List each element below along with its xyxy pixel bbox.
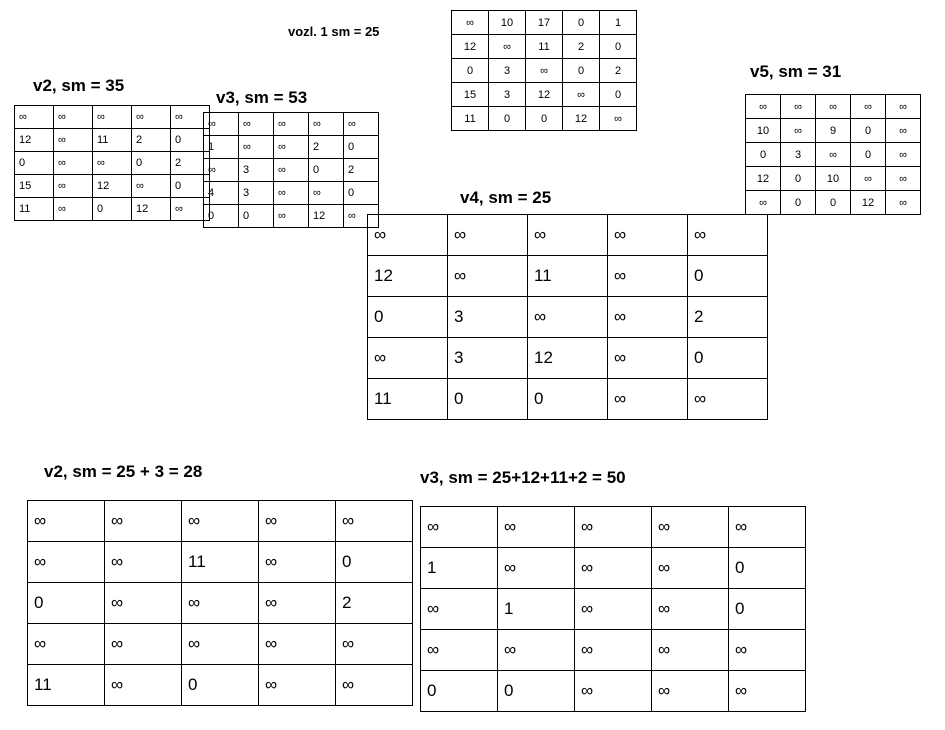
cell: 3 [781, 143, 816, 167]
cell: 12 [746, 167, 781, 191]
cell: 11 [182, 542, 259, 583]
cell: 0 [452, 59, 489, 83]
table-row [15, 152, 210, 175]
caption-v2-35: v2, sm = 35 [33, 76, 125, 95]
cell: ∞ [421, 507, 498, 548]
matrix-v2-28 [27, 500, 413, 706]
table-row [746, 95, 921, 119]
cell: ∞ [489, 35, 526, 59]
table-row [452, 35, 637, 59]
cell: ∞ [608, 379, 688, 420]
cell: ∞ [28, 542, 105, 583]
cell: 0 [309, 159, 344, 182]
cell: ∞ [688, 215, 768, 256]
table-row [368, 379, 768, 420]
table-row [204, 182, 379, 205]
cell: 12 [93, 175, 132, 198]
table-row [204, 113, 379, 136]
cell: 3 [489, 83, 526, 107]
cell: ∞ [15, 106, 54, 129]
cell: 0 [336, 542, 413, 583]
table-row [746, 167, 921, 191]
cell: 2 [563, 35, 600, 59]
cell: 0 [171, 175, 210, 198]
cell: ∞ [886, 119, 921, 143]
matrix-v3-53 [203, 112, 379, 228]
cell: ∞ [575, 630, 652, 671]
cell: ∞ [274, 205, 309, 228]
cell: 0 [851, 143, 886, 167]
cell: 11 [15, 198, 54, 221]
cell: 3 [239, 182, 274, 205]
cell: 12 [563, 107, 600, 131]
cell: ∞ [204, 113, 239, 136]
cell: 12 [15, 129, 54, 152]
cell: 4 [204, 182, 239, 205]
cell: 0 [344, 182, 379, 205]
cell: ∞ [851, 167, 886, 191]
cell: ∞ [132, 106, 171, 129]
cell: ∞ [498, 630, 575, 671]
matrix-vozl1 [451, 10, 637, 131]
cell: ∞ [28, 501, 105, 542]
cell: 9 [816, 119, 851, 143]
cell: 3 [239, 159, 274, 182]
table-row [204, 136, 379, 159]
cell: ∞ [368, 215, 448, 256]
cell: ∞ [274, 136, 309, 159]
table-row [204, 159, 379, 182]
cell: 11 [368, 379, 448, 420]
cell: 0 [344, 136, 379, 159]
table-row [368, 297, 768, 338]
cell: 0 [489, 107, 526, 131]
cell: ∞ [336, 665, 413, 706]
cell: ∞ [851, 95, 886, 119]
cell: 2 [171, 152, 210, 175]
cell: 12 [368, 256, 448, 297]
table-row [28, 665, 413, 706]
cell: 0 [239, 205, 274, 228]
cell: ∞ [368, 338, 448, 379]
cell: 2 [309, 136, 344, 159]
cell: ∞ [652, 548, 729, 589]
cell: ∞ [54, 129, 93, 152]
table-row [28, 583, 413, 624]
cell: ∞ [608, 215, 688, 256]
cell: ∞ [498, 548, 575, 589]
cell: 12 [309, 205, 344, 228]
cell: 0 [729, 589, 806, 630]
cell: 0 [421, 671, 498, 712]
cell: 10 [489, 11, 526, 35]
table-row [15, 198, 210, 221]
table-row [452, 59, 637, 83]
caption-v4-25: v4, sm = 25 [460, 188, 552, 207]
cell: ∞ [729, 671, 806, 712]
cell: ∞ [448, 215, 528, 256]
cell: ∞ [204, 159, 239, 182]
cell: ∞ [336, 501, 413, 542]
cell: 0 [781, 167, 816, 191]
cell: ∞ [336, 624, 413, 665]
cell: 10 [746, 119, 781, 143]
cell: ∞ [746, 95, 781, 119]
cell: 2 [688, 297, 768, 338]
cell: ∞ [652, 671, 729, 712]
cell: 11 [452, 107, 489, 131]
cell: ∞ [575, 548, 652, 589]
caption-vozl1: vozl. 1 sm = 25 [288, 24, 380, 39]
cell: ∞ [886, 95, 921, 119]
cell: ∞ [528, 297, 608, 338]
table-row [15, 106, 210, 129]
cell: ∞ [93, 152, 132, 175]
cell: ∞ [652, 630, 729, 671]
table-row [421, 548, 806, 589]
cell: 2 [600, 59, 637, 83]
cell: 0 [132, 152, 171, 175]
cell: 0 [171, 129, 210, 152]
cell: ∞ [886, 191, 921, 215]
cell: 3 [448, 338, 528, 379]
cell: 0 [368, 297, 448, 338]
table-row [368, 215, 768, 256]
table-row [15, 129, 210, 152]
cell: 0 [851, 119, 886, 143]
cell: ∞ [93, 106, 132, 129]
cell: ∞ [105, 542, 182, 583]
table-row [421, 630, 806, 671]
cell: ∞ [688, 379, 768, 420]
cell: ∞ [886, 167, 921, 191]
cell: 1 [421, 548, 498, 589]
table-row [421, 507, 806, 548]
caption-v5-31: v5, sm = 31 [750, 62, 842, 81]
cell: ∞ [105, 501, 182, 542]
cell: 0 [600, 83, 637, 107]
cell: 10 [816, 167, 851, 191]
caption-v3-53: v3, sm = 53 [216, 88, 308, 107]
cell: ∞ [132, 175, 171, 198]
cell: 1 [204, 136, 239, 159]
matrix-v2-35 [14, 105, 210, 221]
cell: ∞ [28, 624, 105, 665]
cell: ∞ [259, 665, 336, 706]
table-row [15, 175, 210, 198]
cell: 0 [688, 338, 768, 379]
cell: 11 [28, 665, 105, 706]
cell: ∞ [575, 671, 652, 712]
cell: ∞ [182, 501, 259, 542]
cell: 0 [448, 379, 528, 420]
cell: ∞ [259, 583, 336, 624]
table-row [421, 589, 806, 630]
cell: ∞ [239, 136, 274, 159]
cell: ∞ [54, 152, 93, 175]
cell: 0 [746, 143, 781, 167]
table-row [452, 11, 637, 35]
cell: 0 [526, 107, 563, 131]
matrix-v3-50 [420, 506, 806, 712]
table-row [28, 501, 413, 542]
cell: 0 [93, 198, 132, 221]
cell: 15 [452, 83, 489, 107]
table-row [746, 191, 921, 215]
cell: 12 [452, 35, 489, 59]
cell: 0 [563, 59, 600, 83]
cell: ∞ [171, 106, 210, 129]
caption-v3-50: v3, sm = 25+12+11+2 = 50 [420, 468, 626, 487]
cell: ∞ [54, 106, 93, 129]
cell: 0 [182, 665, 259, 706]
cell: 0 [600, 35, 637, 59]
cell: 2 [336, 583, 413, 624]
cell: ∞ [816, 95, 851, 119]
cell: ∞ [886, 143, 921, 167]
cell: ∞ [781, 119, 816, 143]
cell: 1 [498, 589, 575, 630]
cell: 0 [528, 379, 608, 420]
cell: ∞ [239, 113, 274, 136]
cell: ∞ [259, 542, 336, 583]
cell: 12 [528, 338, 608, 379]
cell: ∞ [171, 198, 210, 221]
cell: ∞ [498, 507, 575, 548]
cell: 0 [28, 583, 105, 624]
cell: ∞ [652, 589, 729, 630]
cell: ∞ [259, 501, 336, 542]
cell: ∞ [274, 159, 309, 182]
table-row [746, 119, 921, 143]
cell: 3 [448, 297, 528, 338]
table-row [452, 83, 637, 107]
cell: ∞ [54, 175, 93, 198]
cell: ∞ [105, 665, 182, 706]
cell: ∞ [421, 630, 498, 671]
table-row [368, 338, 768, 379]
cell: ∞ [309, 182, 344, 205]
cell: ∞ [746, 191, 781, 215]
cell: 12 [132, 198, 171, 221]
table-row [368, 256, 768, 297]
cell: ∞ [729, 630, 806, 671]
cell: ∞ [528, 215, 608, 256]
cell: 15 [15, 175, 54, 198]
cell: ∞ [608, 297, 688, 338]
cell: ∞ [274, 113, 309, 136]
cell: 11 [93, 129, 132, 152]
cell: ∞ [182, 624, 259, 665]
cell: ∞ [452, 11, 489, 35]
cell: ∞ [600, 107, 637, 131]
cell: ∞ [575, 589, 652, 630]
cell: ∞ [575, 507, 652, 548]
cell: ∞ [816, 143, 851, 167]
cell: 0 [729, 548, 806, 589]
cell: ∞ [259, 624, 336, 665]
table-row [204, 205, 379, 228]
table-row [452, 107, 637, 131]
cell: ∞ [54, 198, 93, 221]
cell: ∞ [563, 83, 600, 107]
cell: ∞ [652, 507, 729, 548]
cell: 11 [526, 35, 563, 59]
cell: 0 [563, 11, 600, 35]
cell: 1 [600, 11, 637, 35]
cell: ∞ [182, 583, 259, 624]
cell: 0 [204, 205, 239, 228]
table-row [746, 143, 921, 167]
table-row [421, 671, 806, 712]
cell: 2 [344, 159, 379, 182]
matrix-v4-25 [367, 214, 768, 420]
cell: ∞ [781, 95, 816, 119]
cell: ∞ [274, 182, 309, 205]
cell: ∞ [729, 507, 806, 548]
table-row [28, 624, 413, 665]
cell: ∞ [105, 624, 182, 665]
cell: 11 [528, 256, 608, 297]
cell: 12 [851, 191, 886, 215]
cell: 17 [526, 11, 563, 35]
cell: 0 [15, 152, 54, 175]
cell: 0 [688, 256, 768, 297]
cell: 12 [526, 83, 563, 107]
cell: ∞ [344, 113, 379, 136]
cell: ∞ [448, 256, 528, 297]
cell: ∞ [608, 256, 688, 297]
cell: 0 [816, 191, 851, 215]
cell: 0 [498, 671, 575, 712]
cell: 2 [132, 129, 171, 152]
cell: ∞ [344, 205, 379, 228]
cell: ∞ [105, 583, 182, 624]
caption-v2-28: v2, sm = 25 + 3 = 28 [44, 462, 203, 481]
cell: ∞ [608, 338, 688, 379]
cell: 0 [781, 191, 816, 215]
cell: 3 [489, 59, 526, 83]
cell: ∞ [421, 589, 498, 630]
table-row [28, 542, 413, 583]
cell: ∞ [526, 59, 563, 83]
cell: ∞ [309, 113, 344, 136]
matrix-v5-31 [745, 94, 921, 215]
